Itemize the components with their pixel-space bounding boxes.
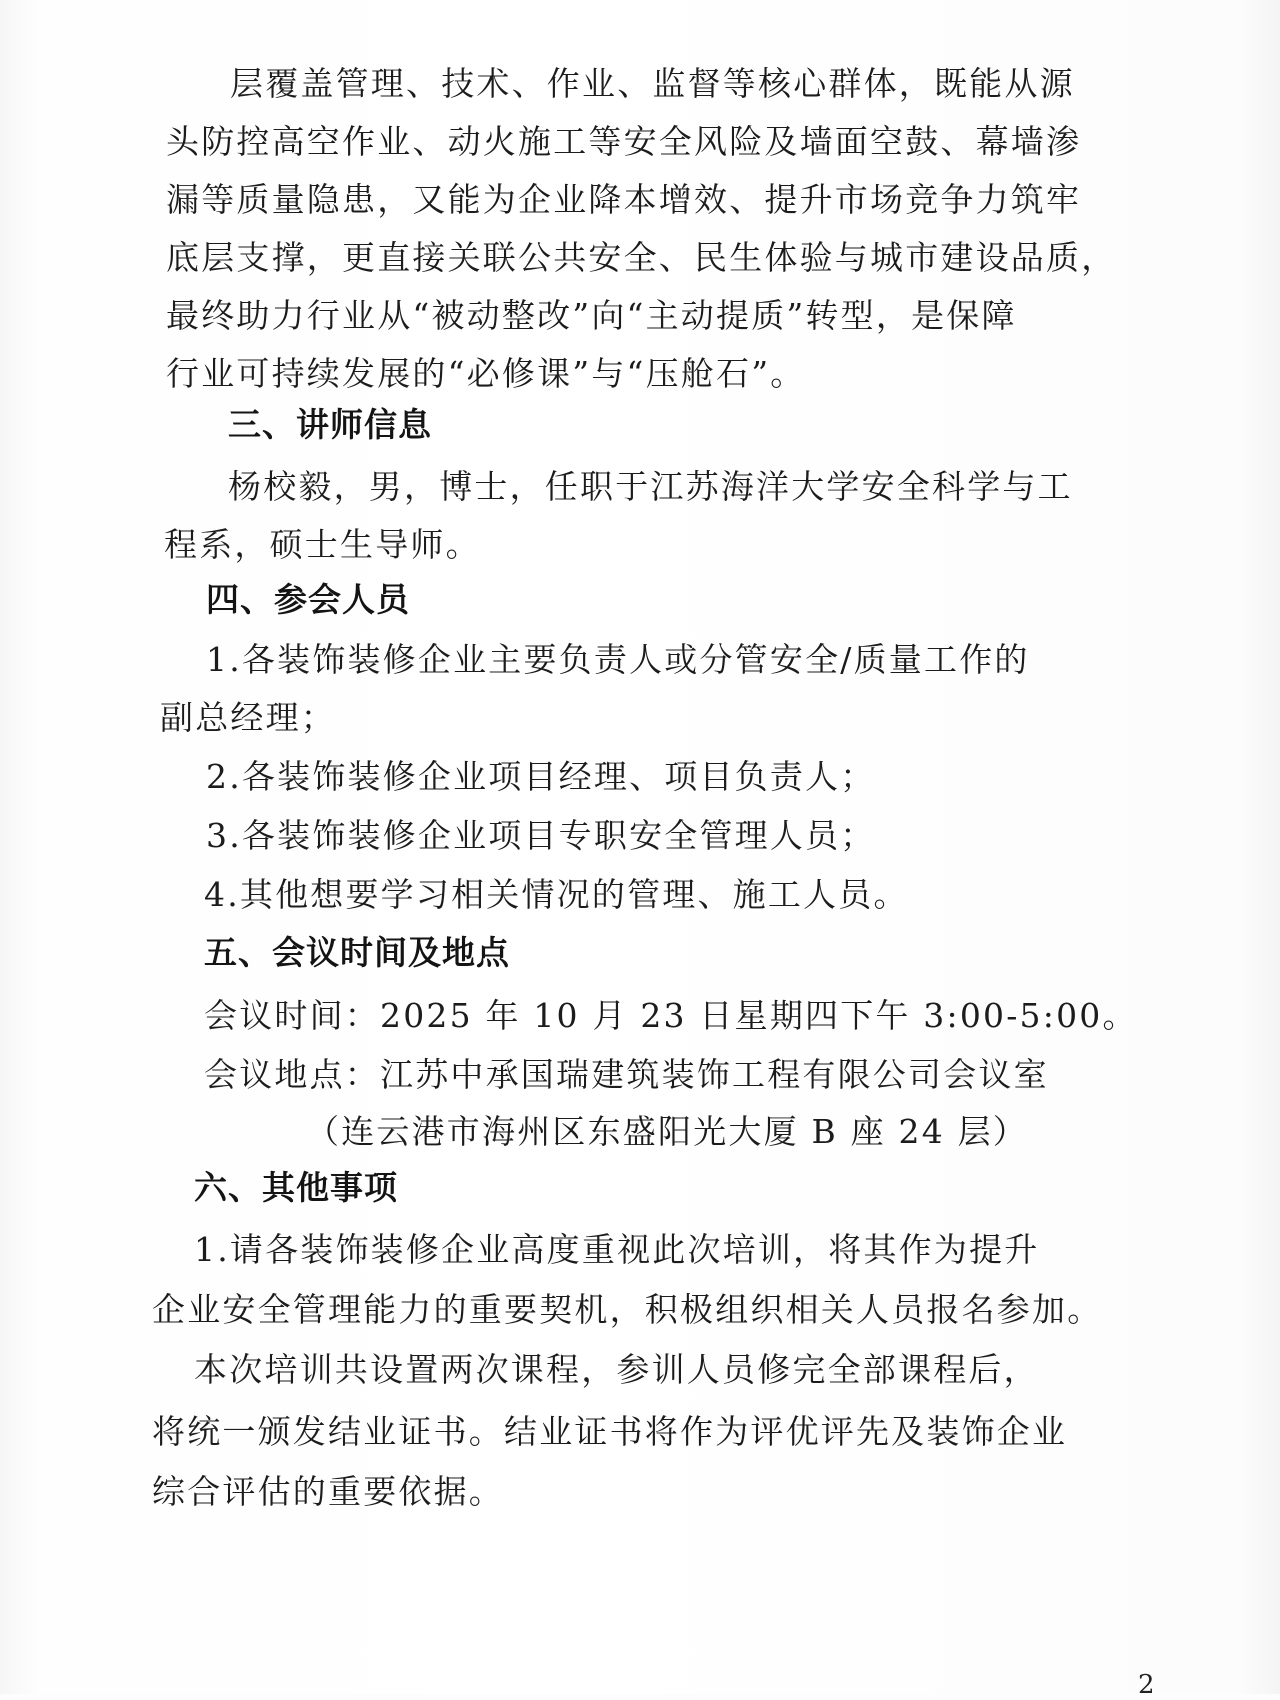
- section-heading-time-location: 五、会议时间及地点: [204, 933, 510, 972]
- paragraph-line: 最终助力行业从“被动整改”向“主动提质”转型，是保障: [166, 296, 1017, 335]
- meeting-time: 会议时间：2025 年 10 月 23 日星期四下午 3:00-5:00。: [204, 996, 1138, 1035]
- attendee-item-continuation: 副总经理；: [160, 698, 336, 737]
- attendee-item: 4.其他想要学习相关情况的管理、施工人员。: [204, 875, 909, 914]
- note-line: 将统一颁发结业证书。结业证书将作为评优评先及装饰企业: [152, 1412, 1068, 1451]
- note-line: 本次培训共设置两次课程，参训人员修完全部课程后，: [194, 1350, 1039, 1389]
- note-line: 综合评估的重要依据。: [152, 1472, 504, 1511]
- lecturer-info-line: 程系，硕士生导师。: [164, 525, 481, 564]
- paragraph-line: 层覆盖管理、技术、作业、监督等核心群体，既能从源: [230, 64, 1075, 103]
- attendee-item: 3.各装饰装修企业项目专职安全管理人员；: [206, 816, 876, 855]
- section-heading-attendees: 四、参会人员: [206, 580, 410, 619]
- paragraph-line: 头防控高空作业、动火施工等安全风险及墙面空鼓、幕墙渗: [166, 122, 1082, 161]
- lecturer-info-line: 杨校毅，男，博士，任职于江苏海洋大学安全科学与工: [228, 467, 1073, 506]
- paragraph-line: 行业可持续发展的“必修课”与“压舱石”。: [166, 354, 806, 393]
- meeting-location: 会议地点：江苏中承国瑞建筑装饰工程有限公司会议室: [204, 1055, 1049, 1094]
- attendee-item: 1.各装饰装修企业主要负责人或分管安全/质量工作的: [206, 640, 1030, 679]
- attendee-item: 2.各装饰装修企业项目经理、项目负责人；: [206, 757, 876, 796]
- meeting-address: （连云港市海州区东盛阳光大厦 B 座 24 层）: [306, 1112, 1029, 1151]
- paragraph-line: 底层支撑，更直接关联公共安全、民生体验与城市建设品质，: [166, 238, 1117, 277]
- other-item-line: 1.请各装饰装修企业高度重视此次培训，将其作为提升: [194, 1230, 1040, 1269]
- section-heading-other-matters: 六、其他事项: [194, 1168, 398, 1207]
- paragraph-line: 漏等质量隐患，又能为企业降本增效、提升市场竞争力筑牢: [166, 180, 1082, 219]
- section-heading-lecturer: 三、讲师信息: [228, 405, 432, 444]
- other-item-line: 企业安全管理能力的重要契机，积极组织相关人员报名参加。: [152, 1290, 1103, 1329]
- page-number: 2: [1138, 1670, 1155, 1700]
